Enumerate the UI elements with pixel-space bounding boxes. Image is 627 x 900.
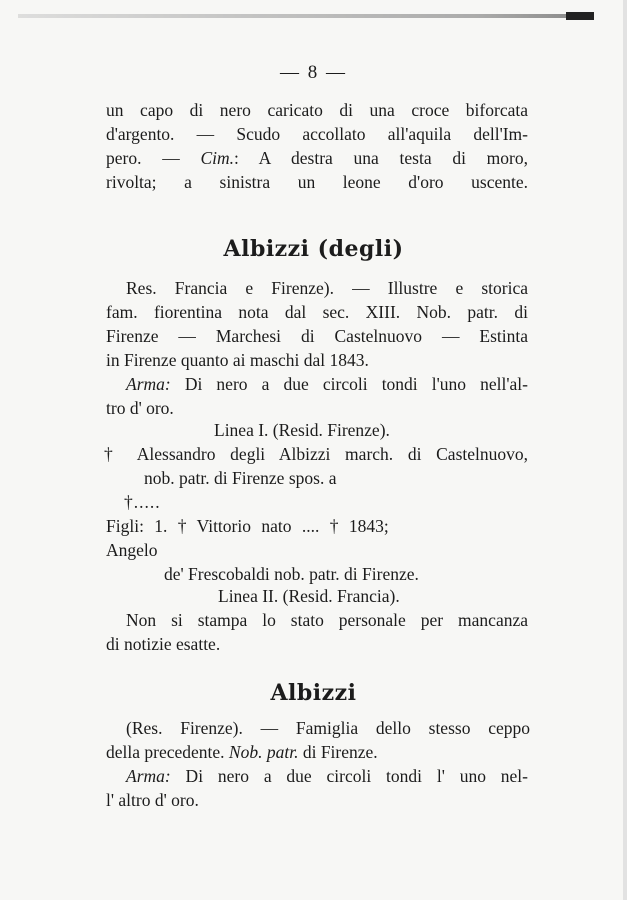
entry1-note: Non si stampa lo stato personale per mancanza [126, 610, 528, 630]
intro-text: pero. — [106, 148, 201, 168]
entry1-line-2: fam. fiorentina nota dal sec. XIII. Nob. patr. di [106, 302, 528, 322]
spouse-unknown: †..... [124, 492, 161, 512]
entry2-residence: (Res. Firenze). — Famiglia dello stesso ceppo [126, 718, 530, 738]
child-angelo: Angelo [106, 540, 158, 560]
entry1-note-cont: di notizie esatte. [106, 634, 221, 654]
cimiero-label: Cim. [200, 148, 234, 168]
nobility-label: Nob. patr. [228, 742, 299, 762]
entry2-text: della precedente. [106, 742, 229, 762]
top-border-rule [18, 14, 593, 18]
entry2-line-2 [106, 742, 378, 763]
intro-line-1: un capo di nero caricato di una croce biforcata [106, 100, 528, 120]
arma-text: Di nero a due circoli tondi l' uno nel- [170, 766, 528, 786]
lineage-2-heading: Linea II. (Resid. Francia). [218, 586, 400, 606]
arma-label: Arma: [126, 374, 171, 394]
entry2-arms [126, 766, 528, 787]
top-border-mark [566, 12, 594, 20]
arma-text: Di nero a due circoli tondi l'uno nell'al- [170, 374, 528, 394]
intro-line-2: d'argento. — Scudo accollato all'aquila dell'Im- [106, 124, 528, 144]
entry1-line-4: in Firenze quanto ai maschi dal 1843. [106, 350, 369, 370]
entry-heading-albizzi-degli: Albizzi (degli) [223, 236, 404, 262]
entry2-text: di Firenze. [298, 742, 378, 762]
entry1-residence: Res. Francia e Firenze). — Illustre e storica [126, 278, 528, 298]
page-number: — 8 — [280, 62, 347, 83]
entry1-line-3: Firenze — Marchesi di Castelnuovo — Estinta [106, 326, 528, 346]
entry-heading-albizzi: Albizzi [270, 680, 357, 706]
entry1-arms [126, 374, 528, 395]
person-alessandro-cont: nob. patr. di Firenze spos. a [144, 468, 337, 488]
entry2-arms-cont: l' altro d' oro. [106, 790, 199, 810]
entry1-arms-cont: tro d' oro. [106, 398, 174, 418]
person-alessandro: † Alessandro degli Albizzi march. di Castelnuovo, [104, 444, 528, 464]
children-line: Figli: 1. † Vittorio nato .... † 1843; [106, 516, 389, 536]
intro-line-4: rivolta; a sinistra un leone d'oro uscente. [106, 172, 528, 192]
intro-text: : A destra una testa di moro, [234, 148, 528, 168]
child-angelo-spouse: de' Frescobaldi nob. patr. di Firenze. [164, 564, 419, 584]
lineage-1-heading: Linea I. (Resid. Firenze). [214, 420, 390, 440]
page-edge [623, 0, 627, 900]
arma-label: Arma: [126, 766, 171, 786]
intro-line-3 [106, 148, 528, 169]
